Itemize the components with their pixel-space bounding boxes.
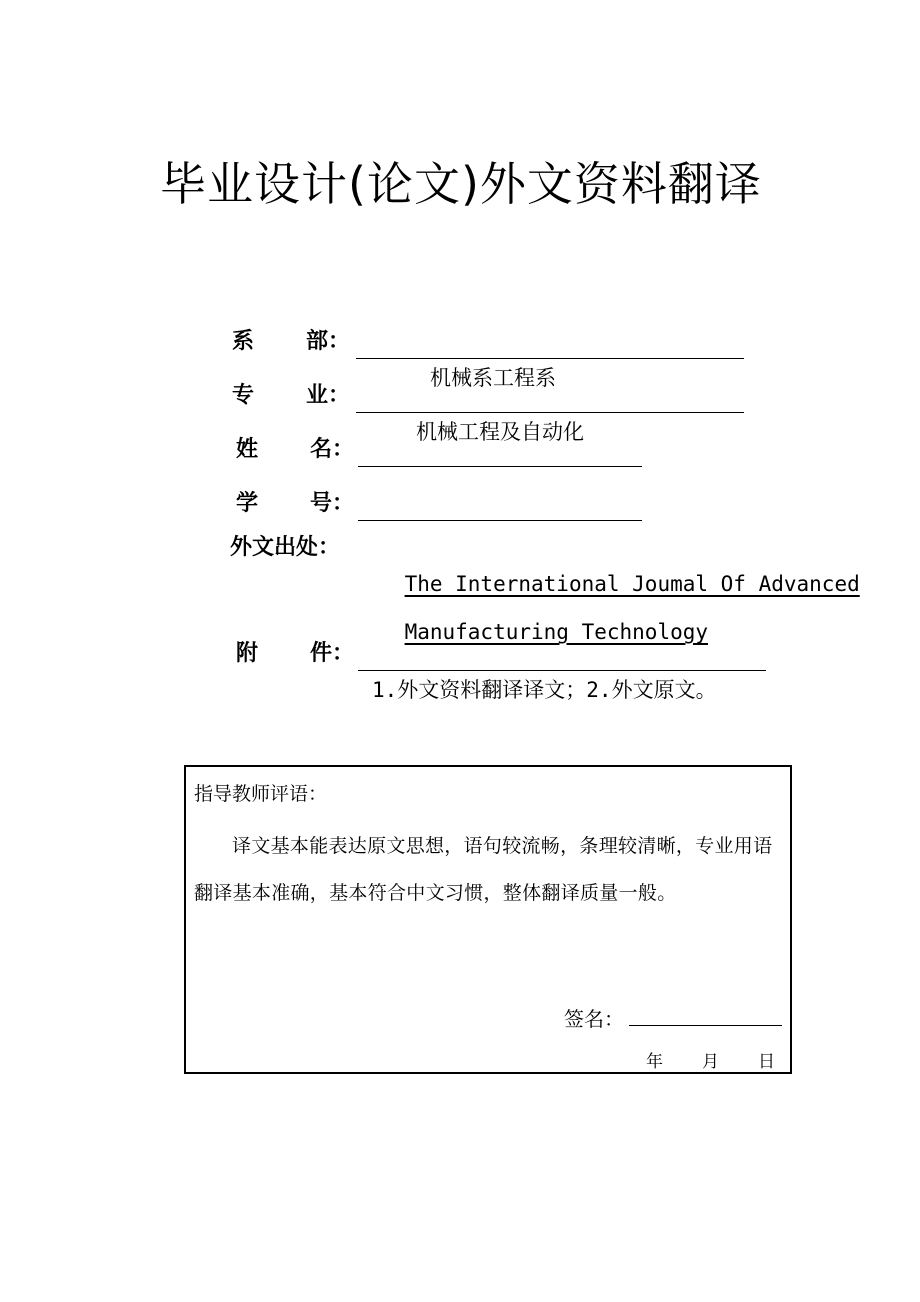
- advisor-comment-box: [184, 765, 792, 1074]
- attachment-value: 1.外文资料翻译译文；2.外文原文。: [372, 678, 717, 702]
- student-id-label-a: 学: [236, 491, 259, 516]
- department-label-b: 部：: [306, 329, 351, 354]
- date-year: 年: [646, 1052, 663, 1072]
- department-value: 机械系工程系: [430, 366, 556, 390]
- source-line1: [354, 530, 860, 596]
- major-row: [232, 378, 752, 444]
- attachment-label-b: 件：: [310, 641, 355, 666]
- major-value: 机械工程及自动化: [416, 420, 584, 444]
- major-label-a: 专: [232, 383, 255, 408]
- department-row: [232, 324, 752, 390]
- date-day: 日: [758, 1052, 775, 1072]
- attachment-field[interactable]: [358, 636, 766, 702]
- attachment-label-a: 附: [236, 641, 259, 666]
- source-value-line1: The International Joumal Of Advanced: [404, 572, 860, 596]
- major-label-b: 业：: [306, 383, 351, 408]
- department-field[interactable]: [356, 324, 744, 390]
- signature-field[interactable]: [629, 1025, 782, 1026]
- source-label: 外文出处：: [230, 535, 341, 560]
- student-id-row: [236, 486, 656, 522]
- major-field[interactable]: [356, 378, 744, 444]
- department-label-a: 系: [232, 329, 255, 354]
- advisor-comment-text: 译文基本能表达原文思想，语句较流畅，条理较清晰，专业用语翻译基本准确，基本符合中文习惯，整体翻译质量一般。: [194, 835, 773, 904]
- source-row: [230, 530, 860, 596]
- source-value-line2: Manufacturing Technology: [404, 620, 709, 644]
- name-row: [236, 432, 656, 468]
- name-label-b: 名：: [310, 437, 355, 462]
- source-line2: [354, 578, 709, 644]
- name-label-a: 姓: [236, 437, 259, 462]
- advisor-comment-heading: 指导教师评语：: [194, 783, 328, 805]
- attachment-row: [236, 636, 776, 702]
- student-id-field[interactable]: [358, 486, 642, 521]
- date-month: 月: [702, 1052, 719, 1072]
- student-id-label-b: 号：: [310, 491, 355, 516]
- page-title: 毕业设计(论文)外文资料翻译: [160, 157, 762, 211]
- signature-label: 签名：: [564, 1007, 624, 1031]
- name-field[interactable]: [358, 432, 642, 467]
